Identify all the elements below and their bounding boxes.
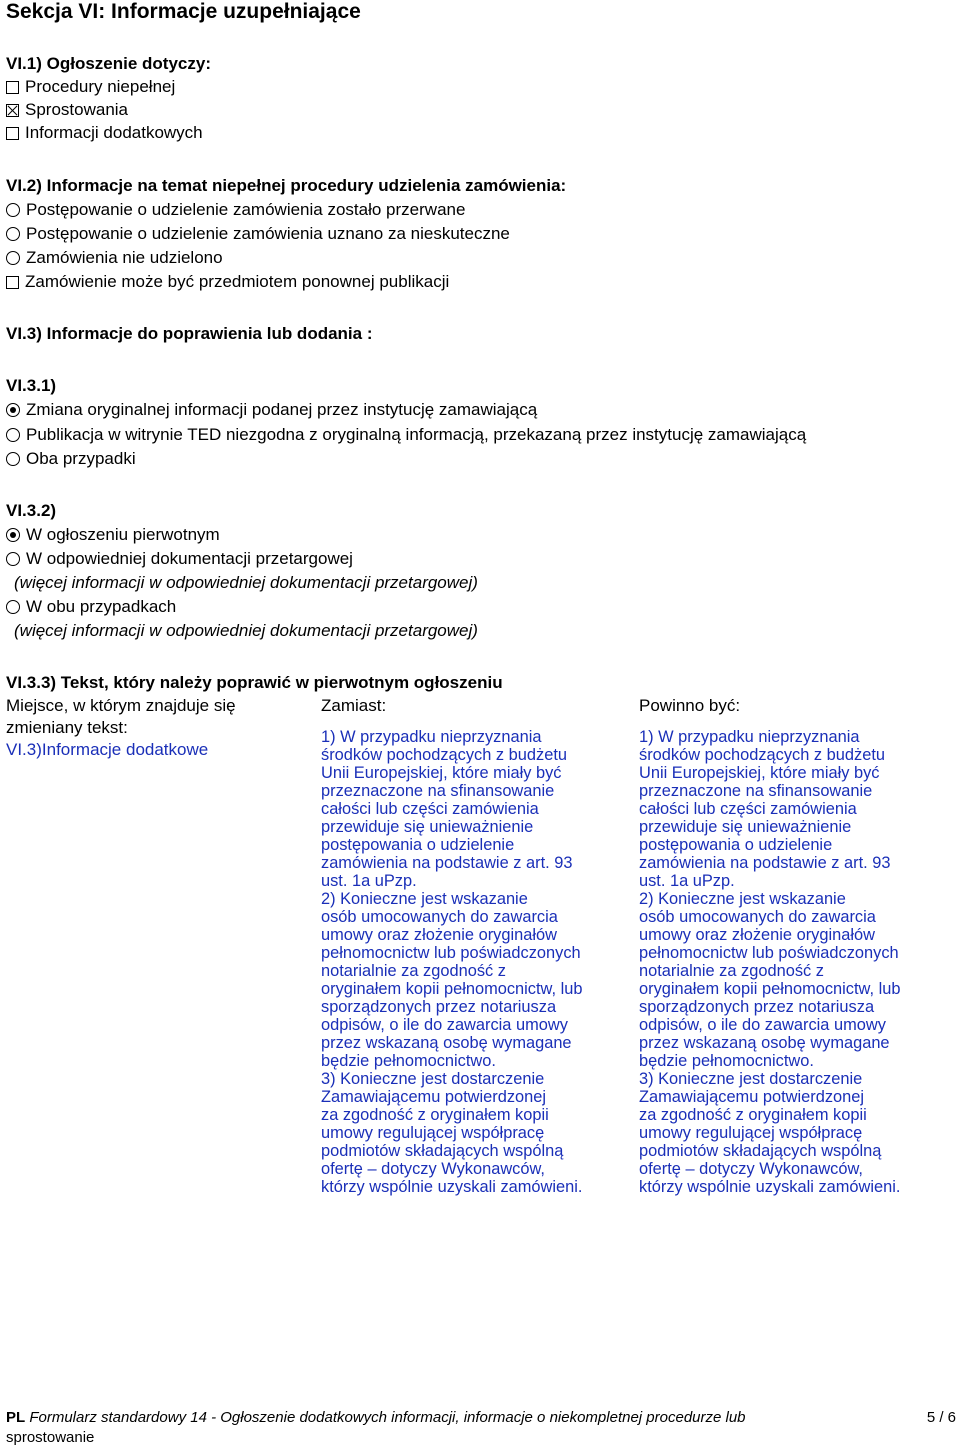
option-procedury-niepelnej[interactable] [6, 77, 175, 97]
option-sprostowania[interactable] [6, 100, 128, 120]
radio-selected-icon[interactable] [6, 528, 20, 542]
option-label: Zamówienie może być przedmiotem ponownej publikacji [25, 272, 450, 291]
option-label: Postępowanie o udzielenie zamówienia zostało przerwane [26, 200, 466, 219]
should-be-text: 1) W przypadku nieprzyznania środków pochodzących z budżetu Unii Europejskiej, które miały być przeznaczone na sfinansowanie całości lub części zamówienia przewiduje się unieważnienie postępowania o udzielenie zamówienia na podstawie z art. 93 ust. 1a uPzp. 2) Konieczne jest wskazanie osób umocowanych do zawarcia umowy oraz złożenie oryginałów pełnomocnictw lub poświadczonych notarialnie za zgodność z oryginałem kopii pełnomocnictw, lub sporządzonych przez notariusza odpisów, o ile do zawarcia umowy przez wskazaną osobę wymagane będzie pełnomocnictwo. 3) Konieczne jest dostarczenie Zamawiającemu potwierdzonej za zgodność z oryginałem kopii umowy regulującej współpracę podmiotów składających wspólną ofertę – dotyczy Wykonawców, którzy wspólnie uzyskali zamówieni. [639, 728, 901, 1196]
place-label: Miejsce, w którym znajduje się zmieniany tekst: [6, 696, 236, 737]
radio-icon[interactable] [6, 552, 20, 566]
option-label: Informacji dodatkowych [25, 123, 203, 142]
footer-form-name [6, 1409, 746, 1426]
radio-icon[interactable] [6, 227, 20, 241]
radio-selected-icon[interactable] [6, 403, 20, 417]
checkbox-icon[interactable] [6, 81, 19, 94]
radio-icon[interactable] [6, 428, 20, 442]
option-label: Sprostowania [25, 100, 129, 119]
option-publikacja-ted[interactable] [6, 425, 806, 445]
vi1-heading: VI.1) Ogłoszenie dotyczy: [6, 54, 211, 73]
footer-lang: PL [6, 1409, 26, 1426]
option-label: Publikacja w witrynie TED niezgodna z oryginalną informacją, przekazaną przez instytucję zamawiającą [26, 425, 807, 444]
should-be-label: Powinno być: [639, 696, 741, 715]
checked-box-icon[interactable] [6, 104, 19, 117]
option-dokumentacja-przetargowa[interactable] [6, 549, 353, 569]
radio-icon[interactable] [6, 452, 20, 466]
option-postepowanie-przerwane[interactable] [6, 200, 465, 220]
checkbox-icon[interactable] [6, 276, 19, 289]
option-label: Zamówienia nie udzielono [26, 248, 223, 267]
option-zamowienia-nie-udzielono[interactable] [6, 248, 223, 268]
radio-icon[interactable] [6, 203, 20, 217]
option-ogloszenie-pierwotne[interactable] [6, 525, 220, 545]
column-place [6, 695, 286, 761]
option-informacji-dodatkowych[interactable] [6, 123, 203, 143]
option-label: Oba przypadki [26, 449, 136, 468]
option-label: Postępowanie o udzielenie zamówienia uznano za nieskuteczne [26, 224, 510, 243]
radio-icon[interactable] [6, 251, 20, 265]
vi32-heading: VI.3.2) [6, 501, 57, 520]
note-more-info: (więcej informacji w odpowiedniej dokumentacji przetargowej) [14, 621, 478, 640]
footer-page-number: 5 / 6 [926, 1409, 956, 1426]
option-label: Zmiana oryginalnej informacji podanej przez instytucję zamawiającą [26, 400, 538, 419]
footer-form-name-cont: sprostowanie [6, 1429, 95, 1446]
option-label: W obu przypadkach [26, 597, 177, 616]
option-oba-przypadki[interactable] [6, 449, 136, 469]
checkbox-icon[interactable] [6, 127, 19, 140]
section-title: Sekcja VI: Informacje uzupełniające [6, 0, 361, 23]
instead-text: 1) W przypadku nieprzyznania środków pochodzących z budżetu Unii Europejskiej, które miały być przeznaczone na sfinansowanie całości lub części zamówienia przewiduje się unieważnienie postępowania o udzielenie zamówienia na podstawie z art. 93 ust. 1a uPzp. 2) Konieczne jest wskazanie osób umocowanych do zawarcia umowy oraz złożenie oryginałów pełnomocnictw lub poświadczonych notarialnie za zgodność z oryginałem kopii pełnomocnictw, lub sporządzonych przez notariusza odpisów, o ile do zawarcia umowy przez wskazaną osobę wymagane będzie pełnomocnictwo. 3) Konieczne jest dostarczenie Zamawiającemu potwierdzonej za zgodność z oryginałem kopii umowy regulującej współpracę podmiotów składających wspólną ofertę – dotyczy Wykonawców, którzy wspólnie uzyskali zamówieni. [321, 728, 583, 1196]
option-label: W odpowiedniej dokumentacji przetargowej [26, 549, 353, 568]
vi33-heading: VI.3.3) Tekst, który należy poprawić w pierwotnym ogłoszeniu [6, 673, 503, 692]
option-ponowna-publikacja[interactable] [6, 272, 449, 292]
option-obu-przypadkach[interactable] [6, 597, 176, 617]
instead-label: Zamiast: [321, 696, 387, 715]
option-label: Procedury niepełnej [25, 77, 176, 96]
vi2-heading: VI.2) Informacje na temat niepełnej procedury udzielenia zamówienia: [6, 176, 567, 195]
note-more-info: (więcej informacji w odpowiedniej dokumentacji przetargowej) [14, 573, 478, 592]
option-label: W ogłoszeniu pierwotnym [26, 525, 220, 544]
radio-icon[interactable] [6, 600, 20, 614]
option-postepowanie-nieskuteczne[interactable] [6, 224, 510, 244]
option-zmiana-oryginalnej[interactable] [6, 400, 537, 420]
place-value: VI.3)Informacje dodatkowe [6, 740, 209, 759]
vi31-heading: VI.3.1) [6, 376, 57, 395]
footer-form-title: Formularz standardowy 14 - Ogłoszenie dodatkowych informacji, informacje o niekompletnej procedurze lub [29, 1409, 746, 1426]
vi3-heading: VI.3) Informacje do poprawienia lub dodania : [6, 324, 373, 343]
